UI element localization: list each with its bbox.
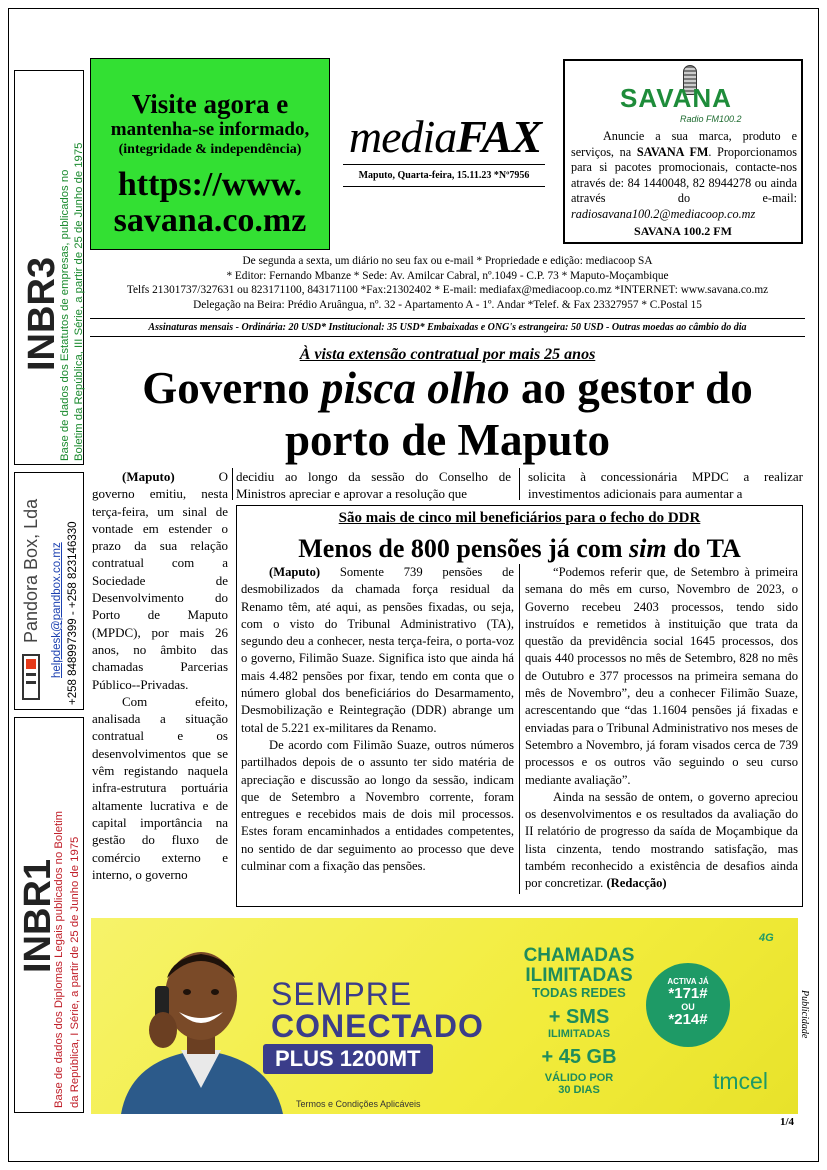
ad-circle-3: OU — [681, 1002, 695, 1012]
ad-circle-1: ACTIVA JÁ — [667, 977, 709, 986]
savana-logo: SAVANA — [620, 83, 732, 113]
masthead-title-pre: media — [348, 111, 457, 162]
ad-conectado: CONECTADO — [271, 1008, 484, 1044]
masthead-rule-bottom — [343, 186, 545, 187]
ad-offer — [489, 946, 669, 1096]
ddr-article-box — [236, 505, 803, 907]
sidebar-inbr3[interactable] — [14, 70, 84, 465]
masthead-info — [90, 254, 805, 312]
promo-url-2: savana.co.mz — [113, 202, 307, 239]
publicidade-label — [798, 990, 810, 1050]
box-column-1 — [241, 564, 514, 875]
info-line-4: Delegação na Beira: Prédio Aruângua, nº. 32 - Apartamento A - 1º. Andar *Telef. & Fax 23327957 * C.Postal 15 — [193, 298, 702, 311]
subscription-line: Assinaturas mensais - Ordinária: 20 USD* Institucional: 35 USD* Embaixadas e ONG's estrangeira: 50 USD - Outras moedas ao câmbio do dia — [90, 318, 805, 337]
info-line-2: * Editor: Fernando Mbanze * Sede: Av. Amilcar Cabral, nº.1049 - C.P. 73 * Maputo-Moçambique — [226, 269, 669, 282]
box-title — [237, 534, 802, 564]
box-title-italic: sim — [629, 534, 667, 563]
article-column-3: solicita à concessionária MPDC a realizar investimentos adicionais para aumentar a — [528, 469, 803, 502]
masthead-title-post: FAX — [456, 111, 542, 162]
savana-ad-text — [571, 129, 797, 222]
ad-plan-badge: PLUS 1200MT — [263, 1044, 433, 1074]
pandora-phone: +258 848997399 - +258 823146330 — [67, 521, 79, 705]
tmcel-logo: tmcel — [713, 1068, 768, 1094]
article-headline — [90, 362, 805, 466]
info-line-1: De segunda a sexta, um diário no seu fax ou e-mail * Propriedade e edição: mediacoop SA — [242, 255, 653, 267]
box-dateline: (Maputo) — [269, 565, 321, 579]
pandora-logo-icon — [21, 653, 41, 701]
ad-offer-7: VÁLIDO POR — [544, 1072, 614, 1084]
info-line-3: Telfs 21301737/327631 ou 823171100, 843171100 *Fax:21302402 * E-mail: mediafax@mediacoop.co.mz *INTERNET: www.savana.co.mz — [126, 284, 769, 296]
promo-line-2: mantenha-se informado, — [110, 119, 310, 140]
savana-text-post: . Proporcionamos para si pacotes promocionais, contacte-nos através de: 84 1440048, 82 8944278 ou ainda através do e-mail: — [571, 144, 797, 205]
ad-offer-4: + SMS — [548, 1006, 610, 1028]
article-column-2: decidiu ao longo da sessão do Conselho de Ministros apreciar e aprovar a resolução que — [236, 469, 511, 502]
inbr3-logo: INBR3 — [21, 256, 63, 371]
masthead-title — [340, 110, 550, 163]
box-title-2: do TA — [666, 534, 741, 563]
inbr3-text-1: Base de dados dos Estatutos de empresas, publicados no — [59, 169, 71, 461]
ad-offer-6: + 45 GB — [541, 1046, 617, 1068]
box-column-2 — [525, 564, 798, 893]
box-c1-p1: Somente 739 pensões de desmobilizados da chamada força residual da Renamo têm, até aqui, as pensões fixadas, ou seja, com o visto do Tribunal Administrativo (TA), segundo deu a conhecer, nesta terça-feira, o porta-voz o governo, Filimão Suaze. Significa isto que ainda há mais 4.482 pensões por fixar, tendo em conta que o número global dos beneficiários do Desarmamento, Desmobilização e Reintegração (DDR) abrange um total de 5.221 ex-militares da Renamo. — [241, 565, 514, 735]
sidebar-inbr1[interactable] — [14, 717, 84, 1113]
ad-4g-tag: 4G — [759, 932, 774, 944]
headline-italic: pisca olho — [321, 363, 510, 413]
box-title-1: Menos de 800 pensões já com — [298, 534, 629, 563]
column-rule-1 — [232, 468, 233, 500]
article-kicker: À vista extensão contratual por mais 25 anos — [299, 346, 596, 363]
tmcel-advertisement[interactable] — [91, 918, 798, 1114]
inbr1-text-1: Base de dados dos Diplomas Legais publicados no Boletim — [53, 810, 65, 1108]
column-rule-2 — [519, 468, 520, 500]
inbr1-logo: INBR1 — [17, 858, 59, 973]
article-dateline: (Maputo) — [122, 469, 175, 484]
inbr3-text-2: Boletim da República, III Série, a partir de 25 de Junho de 1975 — [73, 142, 85, 461]
masthead-rule-top — [343, 164, 545, 165]
savana-text-bold: SAVANA FM — [636, 144, 709, 159]
box-c2-p1: “Podemos referir que, de Setembro à primeira semana do mês em curso, Novembro de 2023, o Governo recebeu 2403 processos, tendo sido instruídos e remetidos à instituição que trata da questão da previdência social 1645 processos, dos quais 440 processos no mês de Setembro, 828 no mês de Outubro e 377 processos na primeira semana do mês de Novembro”, deu a conhecer Filimão Suaze, acrescentando que “das 1.1604 pensões já fixadas e enviadas para o Tribunal Administrativo nos meses de Setembro a Novembro, já foram visados cerca de 739 processos e os outros vão seguindo o seu curso mediante avaliação”. — [525, 565, 798, 787]
headline-part-1: Governo — [142, 363, 322, 413]
page-number: 1/4 — [780, 1116, 795, 1128]
promo-url-1: https://www. — [117, 166, 303, 203]
ad-offer-3: TODAS REDES — [532, 985, 626, 1000]
pandora-email-link[interactable]: helpdesk@pandbox.co.mz — [51, 542, 63, 678]
promo-line-1: Visite agora e — [131, 89, 289, 119]
headline-part-3: porto de Maputo — [285, 415, 610, 465]
savana-fm-ad[interactable] — [563, 59, 803, 244]
ad-activation-badge — [646, 963, 730, 1047]
pandora-name: Pandora Box, Lda — [21, 498, 41, 643]
savana-email: radiosavana100.2@mediacoop.co.mz — [571, 206, 756, 221]
ad-circle-4: *214# — [668, 1011, 708, 1028]
ad-offer-1: CHAMADAS — [523, 945, 635, 966]
article-column-1 — [92, 468, 228, 883]
publicidade-text: Publicidade — [799, 990, 810, 1039]
masthead-dateline: Maputo, Quarta-feira, 15.11.23 *Nº7956 — [358, 170, 530, 181]
headline-part-2: ao gestor do — [509, 363, 753, 413]
box-kicker: São mais de cinco mil beneficiários para o fecho do DDR — [338, 510, 701, 526]
savana-text-pre: Anuncie a sua marca, produto e serviços, na — [571, 129, 797, 159]
person-on-phone-image — [111, 938, 291, 1114]
box-column-rule — [519, 564, 520, 894]
promo-line-3: (integridade & independência) — [118, 142, 302, 157]
ad-sempre: SEMPRE — [271, 976, 413, 1012]
savana-promo-box[interactable] — [90, 58, 330, 250]
savana-footer: SAVANA 100.2 FM — [634, 224, 732, 238]
ad-terms: Termos e Condições Aplicáveis — [296, 1099, 421, 1109]
inbr1-text-2: da República, I Série, a partir de 25 de Junho de 1975 — [69, 836, 81, 1108]
ad-offer-2: ILIMITADAS — [525, 965, 633, 986]
box-signature: (Redacção) — [606, 876, 667, 891]
article-col1-p1: O governo emitiu, nesta terça-feira, um sinal de vontade em estender o prazo da sua relação contratual com a Sociedade de Desenvolvimento do Porto de Maputo (MPDC), por mais 26 anos, no âmbito das chamadas Parcerias Público--Privadas. — [92, 469, 228, 692]
savana-logo-sub: Radio FM100.2 — [680, 114, 742, 124]
box-c1-p2: De acordo com Filimão Suaze, outros números partilhados depois de o assunto ter sido matéria de apreciação e discussão ao longo da sessão, indicam que de Setembro a Novembro corrente, foram entregues e recebidos mais de dois mil processos. Estes foram encaminhados a entidades competentes, no sentido de dar seguimento ao processo que deve culminar com a fixação das pensões. — [241, 737, 514, 874]
sidebar-pandora[interactable] — [14, 472, 84, 710]
ad-offer-8: 30 DIAS — [558, 1084, 600, 1096]
ad-offer-5: ILIMITADAS — [547, 1028, 611, 1040]
article-col1-p2: Com efeito, analisada a situação contratual e os desenvolvimentos que se vêm registando naquela infra-estrutura portuária altamente lucrativa e de capital importância na gestão do fluxo de comércio externo e interno, o governo — [92, 693, 228, 882]
ad-circle-2: *171# — [668, 985, 708, 1002]
box-c2-p2: Ainda na sessão de ontem, o governo apreciou os desenvolvimentos e os resultados da avaliação do II relatório de progresso da saída de Moçambique da lista cinzenta, tendo mostrando satisfação, mas também reconhecido a existência de desafios ainda por concretizar. — [525, 789, 798, 891]
